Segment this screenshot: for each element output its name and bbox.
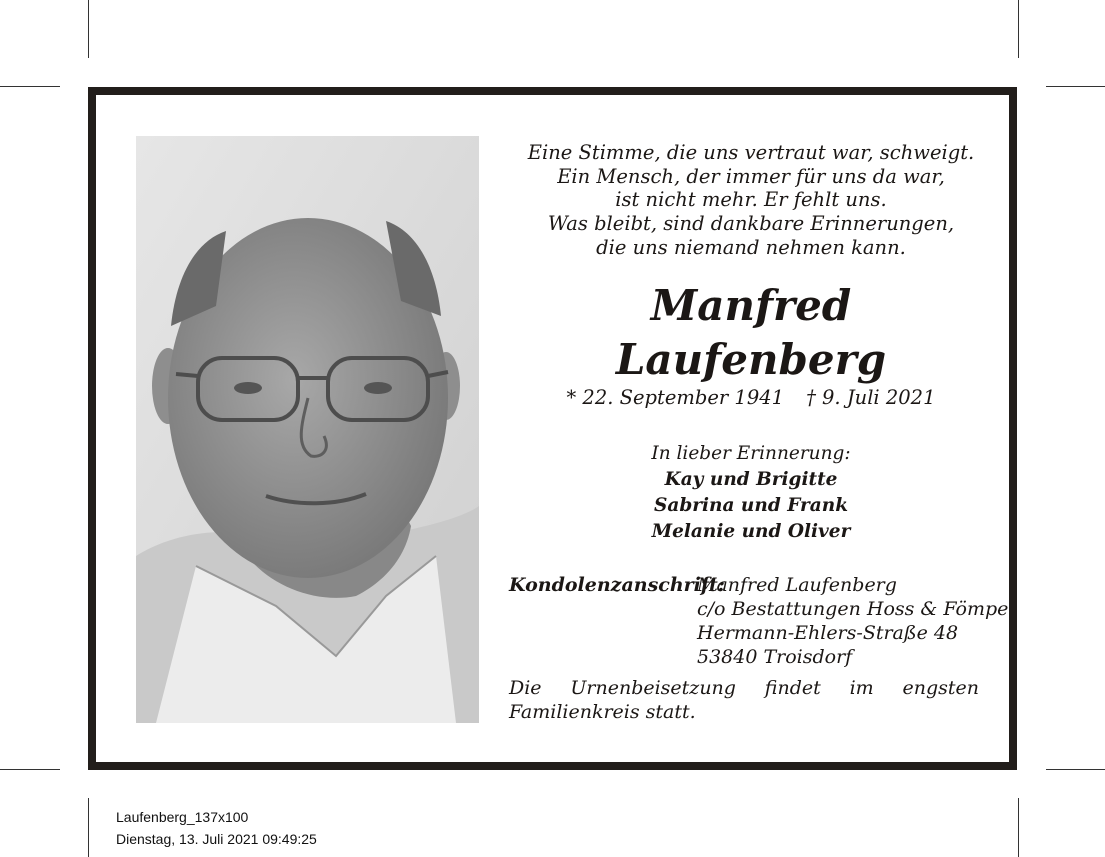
mourner-family: Melanie und Oliver <box>651 521 851 542</box>
crop-mark <box>88 0 89 58</box>
crop-mark <box>0 769 60 770</box>
address-line: c/o Bestattungen Hoss & Fömpe <box>697 598 1009 620</box>
memorial-poem <box>516 141 986 260</box>
poem-line: ist nicht mehr. Er fehlt uns. <box>615 188 887 212</box>
address-line: Hermann-Ehlers-Straße 48 <box>697 622 959 644</box>
first-name: Manfred <box>650 281 852 330</box>
poem-line: die uns niemand nehmen kann. <box>596 235 906 259</box>
obituary-frame <box>88 87 1017 770</box>
print-footer <box>116 806 317 850</box>
mourner-family: Kay und Brigitte <box>664 469 838 490</box>
mourners-block <box>516 441 986 545</box>
last-name: Laufenberg <box>615 335 887 384</box>
print-timestamp: Dienstag, 13. Juli 2021 09:49:25 <box>116 831 317 847</box>
address-line: Manfred Laufenberg <box>697 574 897 596</box>
crop-mark <box>0 86 60 87</box>
address-line: 53840 Troisdorf <box>697 646 853 668</box>
deceased-name <box>516 279 986 387</box>
life-dates <box>516 386 986 410</box>
condolence-address <box>697 573 1008 669</box>
death-date: † 9. Juli 2021 <box>806 386 936 409</box>
condolence-label: Kondolenzanschrift: <box>509 574 725 596</box>
mourner-family: Sabrina und Frank <box>653 495 849 516</box>
poem-line: Eine Stimme, die uns vertraut war, schweigt. <box>527 141 975 164</box>
burial-notice: Die Urnenbeisetzung findet im engsten Familienkreis statt. <box>509 677 979 723</box>
crop-mark <box>1046 86 1105 87</box>
file-name: Laufenberg_137x100 <box>116 809 249 825</box>
poem-line: Was bleibt, sind dankbare Erinnerungen, <box>547 212 955 236</box>
crop-mark <box>88 798 89 857</box>
poem-line: Ein Mensch, der immer für uns da war, <box>557 164 945 188</box>
crop-mark <box>1018 0 1019 58</box>
memory-intro: In lieber Erinnerung: <box>651 443 851 464</box>
portrait-photo <box>136 136 479 723</box>
crop-mark <box>1046 769 1105 770</box>
birth-date: * 22. September 1941 <box>566 386 785 409</box>
crop-mark <box>1018 798 1019 857</box>
